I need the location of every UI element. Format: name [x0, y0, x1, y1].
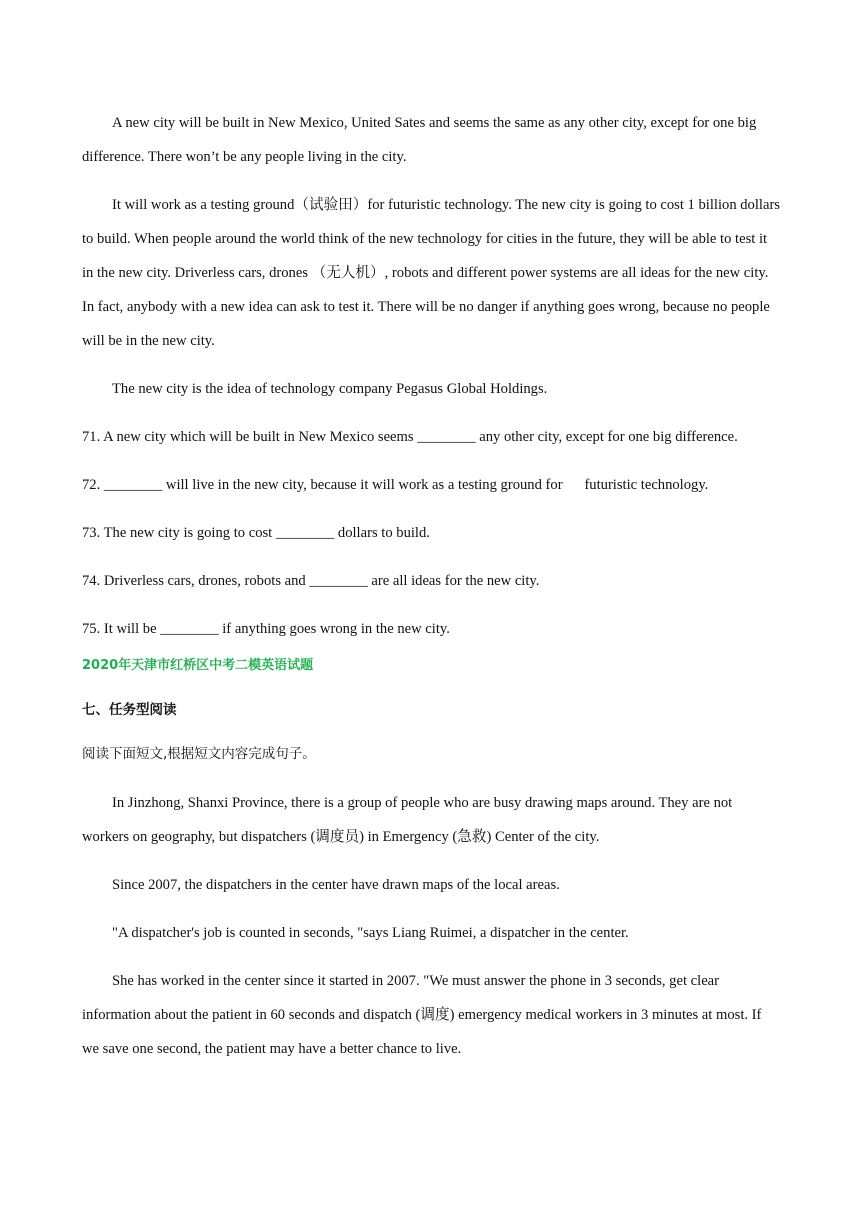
- section-label: 七、任务型阅读: [82, 702, 177, 718]
- questions-list: [82, 420, 782, 646]
- paragraph: In Jinzhong, Shanxi Province, there is a group of people who are busy drawing maps around. They are not workers on geography, but dispatchers (调度员) in Emergency (急救) Center of the city.: [82, 795, 733, 845]
- passage-one: [82, 106, 782, 406]
- question-73: 73. The new city is going to cost ________ dollars to build.: [82, 525, 430, 541]
- question-74: 74. Driverless cars, drones, robots and ________ are all ideas for the new city.: [82, 573, 540, 589]
- paragraph: Since 2007, the dispatchers in the center have drawn maps of the local areas.: [112, 877, 560, 893]
- paragraph: "A dispatcher's job is counted in seconds, "says Liang Ruimei, a dispatcher in the center.: [112, 925, 629, 941]
- question-75: 75. It will be ________ if anything goes wrong in the new city.: [82, 621, 450, 637]
- paragraph: She has worked in the center since it started in 2007. "We must answer the phone in 3 seconds, get clear information about the patient in 60 seconds and dispatch (调度) emergency medical workers in 3 minutes at most. If we save one second, the patient may have a better chance to live.: [82, 973, 762, 1057]
- source-title: 2020年天津市红桥区中考二模英语试题: [82, 658, 314, 673]
- paragraph: The new city is the idea of technology company Pegasus Global Holdings.: [112, 381, 548, 397]
- question-71: 71. A new city which will be built in New Mexico seems ________ any other city, except for one big difference.: [82, 429, 738, 445]
- document-page: [82, 106, 782, 1080]
- passage-two: [82, 786, 782, 1066]
- question-72: 72. ________ will live in the new city, because it will work as a testing ground for futuristic technology.: [82, 477, 709, 493]
- paragraph: It will work as a testing ground（试验田）for futuristic technology. The new city is going to cost 1 billion dollars to build. When people around the world think of the new technology for cities in the future, they will be able to test it in the new city. Driverless cars, drones （无人机）, robots and different power systems are all ideas for the new city. In fact, anybody with a new idea can ask to test it. There will be no danger if anything goes wrong, because no people will be in the new city.: [82, 197, 780, 349]
- instruction-text: 阅读下面短文,根据短文内容完成句子。: [82, 746, 316, 762]
- paragraph: A new city will be built in New Mexico, United Sates and seems the same as any other city, except for one big difference. There won’t be any people living in the city.: [82, 115, 757, 165]
